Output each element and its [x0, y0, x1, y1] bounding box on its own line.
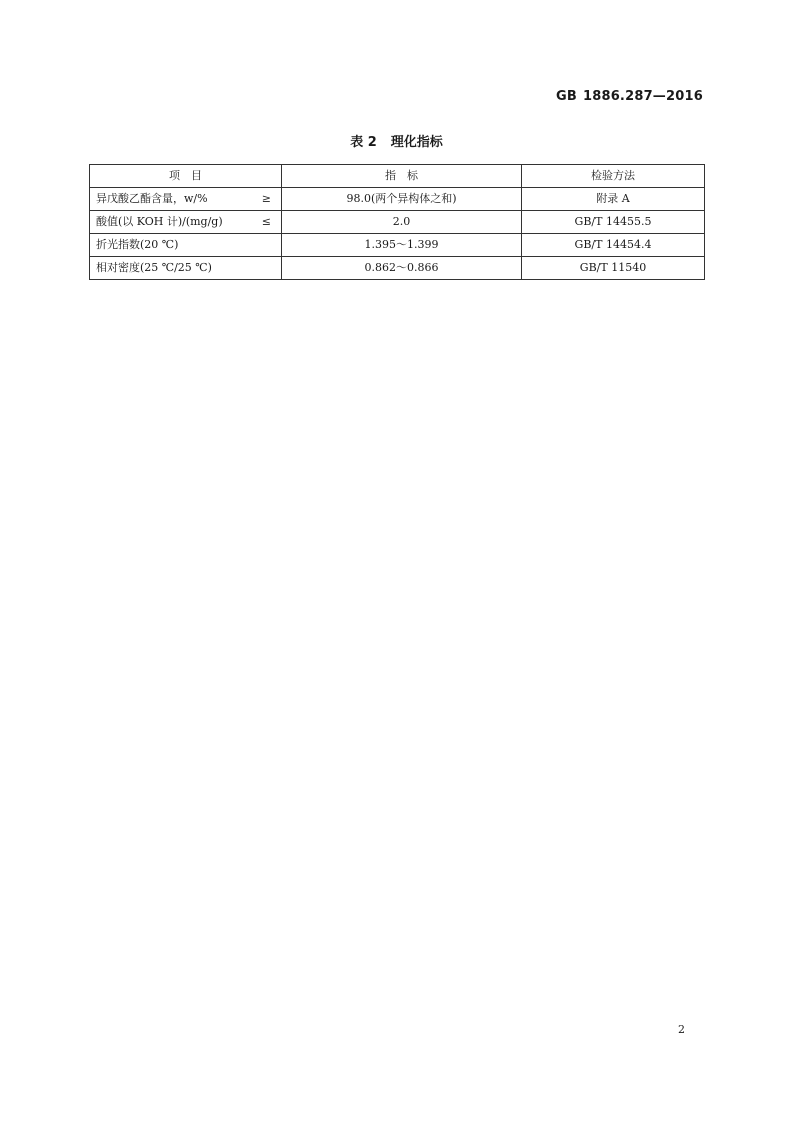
item-label: 相对密度(25 ℃/25 ℃) [96, 261, 212, 274]
table-row [90, 257, 705, 280]
item-cell [90, 188, 282, 211]
item-cell [90, 257, 282, 280]
item-label: 异戊酸乙酯含量，w/% [96, 192, 208, 205]
method-cell: GB/T 11540 [522, 257, 705, 280]
comparison-symbol: ≥ [261, 192, 271, 205]
table-title: 理化指标 [390, 135, 443, 150]
column-header-item: 项 目 [90, 165, 282, 188]
method-cell: GB/T 14454.4 [522, 234, 705, 257]
requirement-cell: 2.0 [282, 211, 522, 234]
standard-code-prefix: GB [555, 89, 577, 104]
page-number: 2 [678, 1023, 685, 1036]
table-caption [0, 131, 793, 150]
column-header-method: 检验方法 [522, 165, 705, 188]
standard-code-number: 1886.287—2016 [582, 89, 703, 104]
requirement-cell: 1.395～1.399 [282, 234, 522, 257]
item-cell [90, 211, 282, 234]
column-header-requirement: 指 标 [282, 165, 522, 188]
item-cell [90, 234, 282, 257]
physicochemical-table [89, 164, 705, 280]
requirement-cell: 0.862～0.866 [282, 257, 522, 280]
requirement-cell: 98.0(两个异构体之和) [282, 188, 522, 211]
table-number: 表 2 [350, 135, 377, 150]
item-label: 折光指数(20 ℃) [96, 238, 179, 251]
method-cell: GB/T 14455.5 [522, 211, 705, 234]
table-header-row [90, 165, 705, 188]
standard-code [556, 89, 703, 104]
table-row [90, 234, 705, 257]
method-cell: 附录 A [522, 188, 705, 211]
table-row [90, 188, 705, 211]
comparison-symbol: ≤ [261, 215, 271, 228]
table-row [90, 211, 705, 234]
item-label: 酸值(以 KOH 计)/(mg/g) [96, 215, 223, 228]
